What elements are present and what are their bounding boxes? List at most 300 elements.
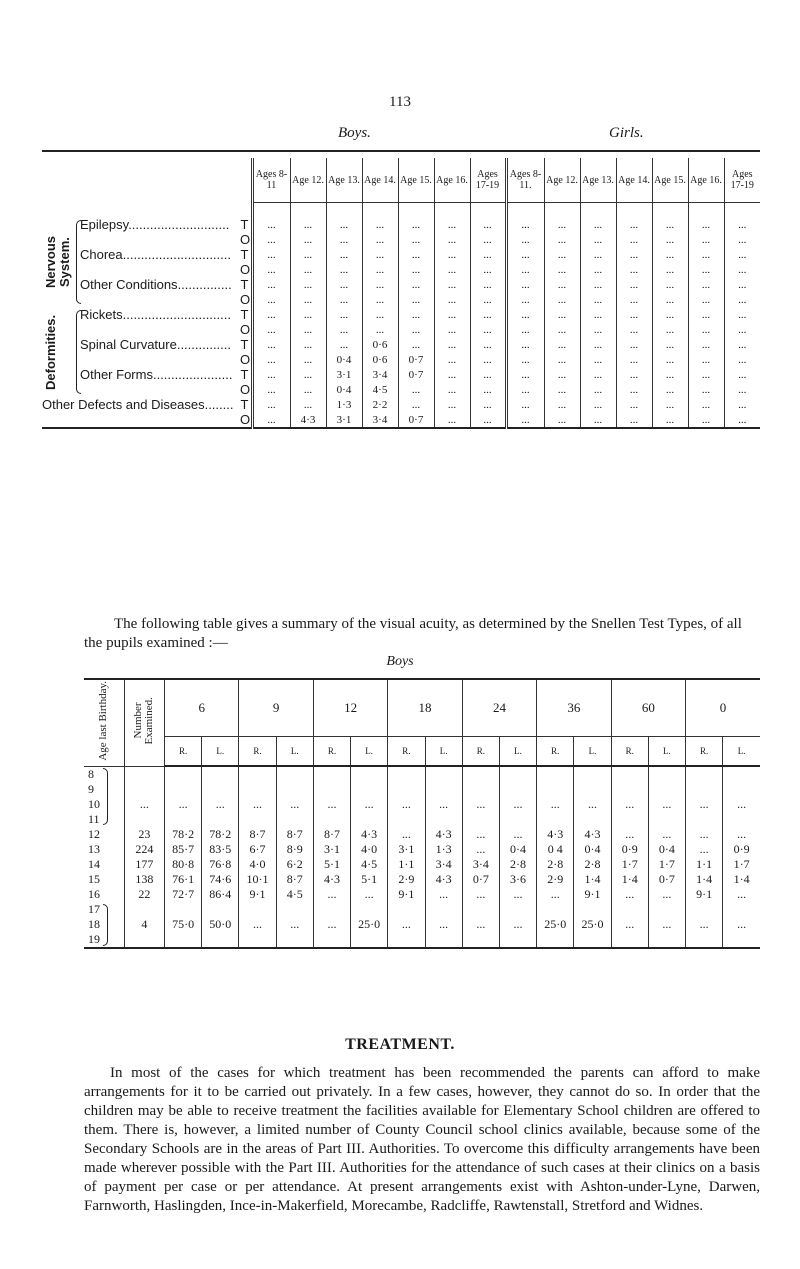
defects-cell: ... [616,307,652,322]
defects-cell: ... [326,322,362,337]
defect-group-label: Nervous System. [43,235,72,289]
defects-cell: ... [616,262,652,277]
defects-cell: ... [688,337,724,352]
defect-label: Epilepsy............................ [80,217,230,232]
acuity-cell [574,812,611,827]
acuity-cell [574,782,611,797]
number-examined-cell [124,932,164,948]
acuity-cell [648,812,685,827]
age-cell: 12 [88,826,100,841]
acuity-cell: ... [388,917,425,932]
acuity-cell: ... [537,797,574,812]
acuity-cell: ... [723,887,760,902]
acuity-cell [648,766,685,782]
defects-cell: ... [688,382,724,397]
defect-type: T [240,247,252,262]
acuity-cell: 78·2 [164,827,201,842]
defects-row [42,232,760,247]
defects-cell: ... [544,382,580,397]
defects-cell: ... [434,217,470,232]
defects-cell: ... [326,262,362,277]
acuity-cell [313,932,350,948]
defects-cell: ... [544,397,580,412]
defects-cell: ... [616,382,652,397]
defects-cell: ... [580,247,616,262]
acuity-cell: 1·1 [686,857,723,872]
defects-cell: ... [506,337,544,352]
acuity-cell: 25·0 [351,917,388,932]
acuity-cell [388,932,425,948]
defects-cell: ... [544,262,580,277]
acuity-cell [351,902,388,917]
number-examined-cell [124,902,164,917]
acuity-cell: 1·3 [425,842,462,857]
treatment-heading: TREATMENT. [345,1036,455,1053]
acuity-cell: ... [462,917,499,932]
acuity-row [84,812,760,827]
acuity-cell: ... [537,887,574,902]
acuity-cell: 1·7 [723,857,760,872]
acuity-cell: 0·4 [648,842,685,857]
acuity-cell: ... [202,797,239,812]
defects-cell: ... [688,232,724,247]
defects-cell: ... [267,353,276,366]
acuity-cell: ... [351,797,388,812]
defects-cell: ... [267,248,276,261]
defects-cell: ... [398,247,434,262]
right-eye-header: R. [611,737,648,767]
defect-label: Other Conditions............... [80,277,232,292]
acuity-cell: ... [164,797,201,812]
left-eye-header: L. [425,737,462,767]
acuity-cell: ... [611,917,648,932]
defects-cell: ... [580,322,616,337]
acuity-cell: 76·8 [202,857,239,872]
defects-cell: ... [724,217,760,232]
acuity-row [84,842,760,857]
defects-cell: ... [362,322,398,337]
defects-cell: ... [724,352,760,367]
defects-cell: 0·6 [362,352,398,367]
defects-cell: ... [398,262,434,277]
treatment-paragraph: In most of the cases for which treatment has been recommended the parents can afford to make arrangements for it to be carried out privately. In a few cases, however, they cannot do so. In order that the children may be able to receive treatment the facilities available for Elementary School children are offered to them. There is, however, a limited number of County Council school clinics available, because some of the Secondary Schools are in the areas of Part III. Authorities. To overcome this difficulty arrangements have been made wherever possible with the Part III. Authorities for the attendance of such cases at their clinics on a basis of payment per case or per attendance. At present arrangements exist with Ashton-under-Lyne, Darwen, Farnworth, Haslingden, Ince-in-Makerfield, Morecambe, Radcliffe, Rawtenstall, Stretford and Widnes. [84,1065,760,1214]
acuity-cell [425,902,462,917]
defect-label [42,412,240,428]
defects-cell: ... [724,382,760,397]
defects-cell: ... [724,337,760,352]
defects-cell: ... [616,292,652,307]
acuity-cell: 4·3 [425,827,462,842]
acuity-cell: ... [686,842,723,857]
defect-type: T [240,337,252,352]
acuity-cell [425,782,462,797]
acuity-cell: ... [574,797,611,812]
defects-cell: ... [290,217,326,232]
defects-cell: ... [724,247,760,262]
acuity-cell: ... [462,887,499,902]
acuity-cell: 8·7 [276,872,313,887]
acuity-cell: 1·1 [388,857,425,872]
right-eye-header: R. [388,737,425,767]
acuity-cell [202,902,239,917]
defects-cell: ... [544,217,580,232]
acuity-cell: ... [648,827,685,842]
acuity-cell: 72·7 [164,887,201,902]
defects-cell: ... [267,398,276,411]
acuity-cell: 1·7 [611,857,648,872]
acuity-cell [351,812,388,827]
acuity-cell: 2·8 [574,857,611,872]
acuity-cell [388,902,425,917]
acuity-cell: ... [351,887,388,902]
acuity-cell: 25·0 [537,917,574,932]
acuity-header: 9 [239,679,313,737]
acuity-cell: 3·1 [388,842,425,857]
defects-cell: 0·7 [398,352,434,367]
acuity-cell: 74·6 [202,872,239,887]
acuity-cell [574,932,611,948]
acuity-table-title: Boys [386,654,414,669]
defects-cell: ... [290,232,326,247]
number-examined-cell: 22 [124,887,164,902]
defects-cell: ... [252,412,290,428]
defects-column-header: Ages 8-11. [506,158,544,203]
acuity-row [84,872,760,887]
acuity-row [84,917,760,932]
defects-cell: ... [506,307,544,322]
acuity-cell: ... [611,887,648,902]
acuity-cell: 4·0 [239,857,276,872]
defects-row [42,322,760,337]
defect-type: T [240,367,252,382]
acuity-cell: ... [686,797,723,812]
acuity-row [84,797,760,812]
acuity-cell: 85·7 [164,842,201,857]
defects-cell: ... [470,397,506,412]
defects-cell: ... [688,397,724,412]
defect-type: T [240,397,252,412]
defects-cell: ... [544,292,580,307]
acuity-cell: ... [462,842,499,857]
defects-cell: ... [580,382,616,397]
defects-cell: ... [688,367,724,382]
defects-cell: 0·6 [362,337,398,352]
acuity-cell [537,902,574,917]
defects-cell: ... [544,352,580,367]
defects-cell: ... [470,247,506,262]
defects-cell: ... [652,382,688,397]
defects-column-header: Age 12. [290,158,326,203]
defects-cell: ... [724,262,760,277]
acuity-cell [462,902,499,917]
acuity-cell: 4·3 [425,872,462,887]
acuity-cell: ... [239,797,276,812]
defects-cell: ... [652,397,688,412]
defects-cell: ... [290,292,326,307]
age-column-header: Age last Birthday. [84,679,124,766]
acuity-cell [537,812,574,827]
defects-cell: ... [544,307,580,322]
defects-cell: ... [362,292,398,307]
defects-cell: ... [470,307,506,322]
defects-row [42,292,760,307]
acuity-cell: 2·9 [537,872,574,887]
defects-cell: ... [652,322,688,337]
defect-label: Other Defects and Diseases........ [42,397,234,412]
defects-row [42,307,760,322]
defects-cell: ... [688,352,724,367]
visual-acuity-table [84,678,760,949]
acuity-cell: 5·1 [351,872,388,887]
defects-cell: ... [398,277,434,292]
acuity-row [84,782,760,797]
acuity-cell [313,782,350,797]
acuity-cell: 3·6 [499,872,536,887]
defects-cell: 3·4 [362,412,398,428]
acuity-cell [202,782,239,797]
acuity-row [84,766,760,782]
group-brace [76,220,81,304]
defects-cell: ... [724,277,760,292]
defects-cell: ... [688,292,724,307]
age-cell: 19 [84,932,124,948]
defects-cell: ... [580,277,616,292]
age-cell: 18 [88,916,100,931]
acuity-cell: 8·7 [313,827,350,842]
defect-type: O [240,322,251,337]
defects-column-header: Age 15. [652,158,688,203]
acuity-cell [239,902,276,917]
acuity-cell [499,812,536,827]
defects-cell: ... [544,232,580,247]
defects-cell: 0·4 [326,382,362,397]
acuity-cell [313,902,350,917]
defects-cell: ... [688,217,724,232]
acuity-cell: ... [686,827,723,842]
defects-cell: 4·3 [290,412,326,428]
acuity-cell: 8·7 [276,827,313,842]
right-eye-header: R. [537,737,574,767]
acuity-cell: ... [611,827,648,842]
defects-row [42,217,760,232]
defects-column-header: Ages 17-19 [470,158,506,203]
defects-cell: ... [506,277,544,292]
acuity-cell [611,932,648,948]
defects-cell: ... [506,382,544,397]
defects-cell: ... [267,308,276,321]
acuity-cell: 0·4 [574,842,611,857]
defects-cell: ... [267,218,276,231]
acuity-cell [611,766,648,782]
defects-column-header: Age 16. [434,158,470,203]
acuity-cell [723,932,760,948]
defects-column-header: Age 13. [580,158,616,203]
defects-cell: ... [544,337,580,352]
acuity-cell [276,782,313,797]
acuity-cell: 78·2 [202,827,239,842]
left-eye-header: L. [202,737,239,767]
acuity-cell [723,782,760,797]
acuity-cell [164,812,201,827]
defects-cell: ... [652,232,688,247]
acuity-cell [425,766,462,782]
defects-cell: ... [724,412,760,428]
defects-column-header: Age 16. [688,158,724,203]
acuity-cell: 2·9 [388,872,425,887]
defects-cell: ... [506,367,544,382]
defects-cell: ... [470,217,506,232]
defects-cell: ... [652,217,688,232]
acuity-cell [239,766,276,782]
acuity-cell [239,932,276,948]
acuity-header: 24 [462,679,536,737]
right-eye-header: R. [313,737,350,767]
defects-column-header-row [42,158,760,203]
left-eye-header: L. [723,737,760,767]
defects-cell: ... [580,352,616,367]
acuity-cell [648,782,685,797]
defect-label: Chorea.............................. [80,247,231,262]
acuity-cell [723,902,760,917]
acuity-cell [425,812,462,827]
acuity-header-row [84,679,760,737]
age-cell: 11 [88,811,100,826]
acuity-cell: ... [499,917,536,932]
defects-cell: ... [434,412,470,428]
defects-row [42,367,760,382]
defects-cell: 3·4 [362,367,398,382]
defects-cell: ... [326,217,362,232]
defects-cell: ... [326,232,362,247]
defects-cell: ... [434,352,470,367]
acuity-cell [462,812,499,827]
age-cell: 13 [88,841,100,856]
acuity-cell [648,902,685,917]
defect-label: Rickets.............................. [80,307,231,322]
defects-cell: 3·1 [326,367,362,382]
acuity-cell [313,812,350,827]
defects-cell: 1·3 [326,397,362,412]
acuity-cell [499,766,536,782]
defect-type: T [240,307,252,322]
acuity-cell: 0 4 [537,842,574,857]
acuity-cell [388,766,425,782]
acuity-cell [611,782,648,797]
acuity-cell [723,766,760,782]
defects-cell: ... [398,307,434,322]
acuity-cell: 75·0 [164,917,201,932]
acuity-cell: ... [648,797,685,812]
defects-cell: ... [506,232,544,247]
defects-cell: ... [470,322,506,337]
defects-row [42,397,760,412]
defects-cell: ... [398,322,434,337]
girls-header: Girls. [609,125,644,141]
defects-cell: ... [326,247,362,262]
defects-cell: ... [398,382,434,397]
acuity-cell [351,782,388,797]
acuity-cell: ... [425,917,462,932]
acuity-cell [574,902,611,917]
defects-cell: ... [434,367,470,382]
defects-cell: ... [362,262,398,277]
defect-type: O [240,262,251,277]
acuity-cell: ... [313,797,350,812]
acuity-cell: 0·9 [611,842,648,857]
acuity-cell: 1·4 [611,872,648,887]
defects-cell: ... [267,278,276,291]
acuity-cell [648,932,685,948]
left-eye-header: L. [499,737,536,767]
acuity-header: 6 [164,679,238,737]
defects-cell: ... [362,232,398,247]
defects-cell: ... [470,382,506,397]
acuity-cell: ... [686,917,723,932]
defects-cell: ... [398,217,434,232]
acuity-cell: ... [462,827,499,842]
defects-cell: ... [506,217,544,232]
acuity-cell [462,766,499,782]
acuity-cell: 6·7 [239,842,276,857]
acuity-cell: 0·9 [723,842,760,857]
header-rule [42,150,760,152]
acuity-cell: 10·1 [239,872,276,887]
defects-cell: ... [616,277,652,292]
acuity-cell [239,812,276,827]
acuity-cell: 76·1 [164,872,201,887]
right-eye-header: R. [239,737,276,767]
defects-cell: ... [724,232,760,247]
defects-cell: ... [652,277,688,292]
defects-cell: ... [267,383,276,396]
defect-type: O [240,352,251,367]
acuity-cell [686,812,723,827]
acuity-row [84,887,760,902]
acuity-cell: 1·4 [723,872,760,887]
acuity-cell [611,902,648,917]
defects-cell: ... [652,367,688,382]
acuity-cell: 0·4 [499,842,536,857]
defects-cell: ... [290,367,326,382]
acuity-cell [388,782,425,797]
defects-cell: ... [506,322,544,337]
acuity-cell [462,782,499,797]
boys-header: Boys. [338,125,371,141]
acuity-cell: 6·2 [276,857,313,872]
defects-cell: ... [470,367,506,382]
defects-cell: ... [580,397,616,412]
defect-label: Spinal Curvature............... [80,337,232,352]
right-eye-header: R. [164,737,201,767]
number-examined-cell [124,782,164,797]
acuity-cell: 1·7 [648,857,685,872]
number-examined-cell: 23 [124,827,164,842]
defects-cell: ... [290,262,326,277]
acuity-cell: ... [276,917,313,932]
defects-cell: 2·2 [362,397,398,412]
defects-cell: ... [616,322,652,337]
defects-cell: ... [326,292,362,307]
defect-type: O [240,382,251,397]
defects-table [42,158,760,429]
defects-cell: ... [580,232,616,247]
defects-cell: ... [580,217,616,232]
acuity-cell [686,766,723,782]
defect-label: Other Forms...................... [80,367,233,382]
defects-row [42,382,760,397]
defects-cell: ... [652,262,688,277]
acuity-cell: 25·0 [574,917,611,932]
